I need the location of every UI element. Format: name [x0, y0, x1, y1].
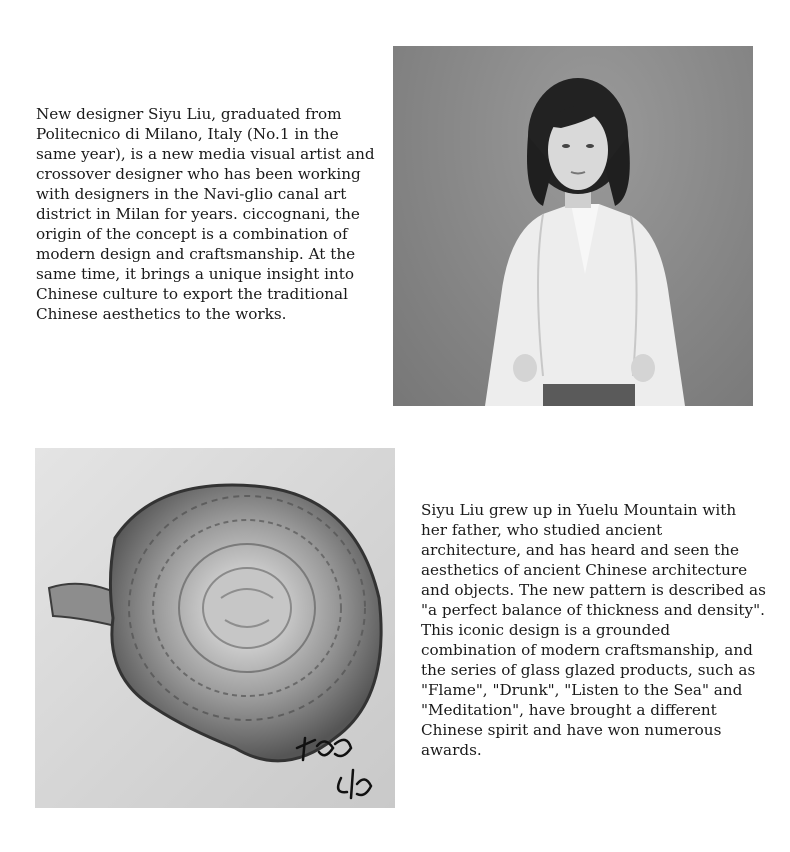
designer-background-paragraph: Siyu Liu grew up in Yuelu Mountain with her father, who studied ancient architecture, and has heard and seen the aesthetics of ancient Chinese architecture and objects. The new pattern is described as "a perfect balance of thickness and density". This iconic design is a grounded combination of modern craftsmanship, and the series of glass glazed products, such as "Flame", "Drunk", "Listen to the Sea" and "Meditation", have brought a different Chinese spirit and have won numerous awards. [421, 501, 766, 759]
designer-intro-paragraph: New designer Siyu Liu, graduated from Politecnico di Milano, Italy (No.1 in the same year), is a new media visual artist and crossover designer who has been working with designers in the Navi-glio canal art district in Milan for years. ciccognani, the origin of the concept is a combination of modern design and craftsmanship. At the same time, it brings a unique insight into Chinese culture to export the traditional Chinese aesthetics to the works. [36, 105, 375, 323]
designer-portrait-photo [393, 46, 753, 406]
glass-vessel-photo [35, 448, 395, 808]
